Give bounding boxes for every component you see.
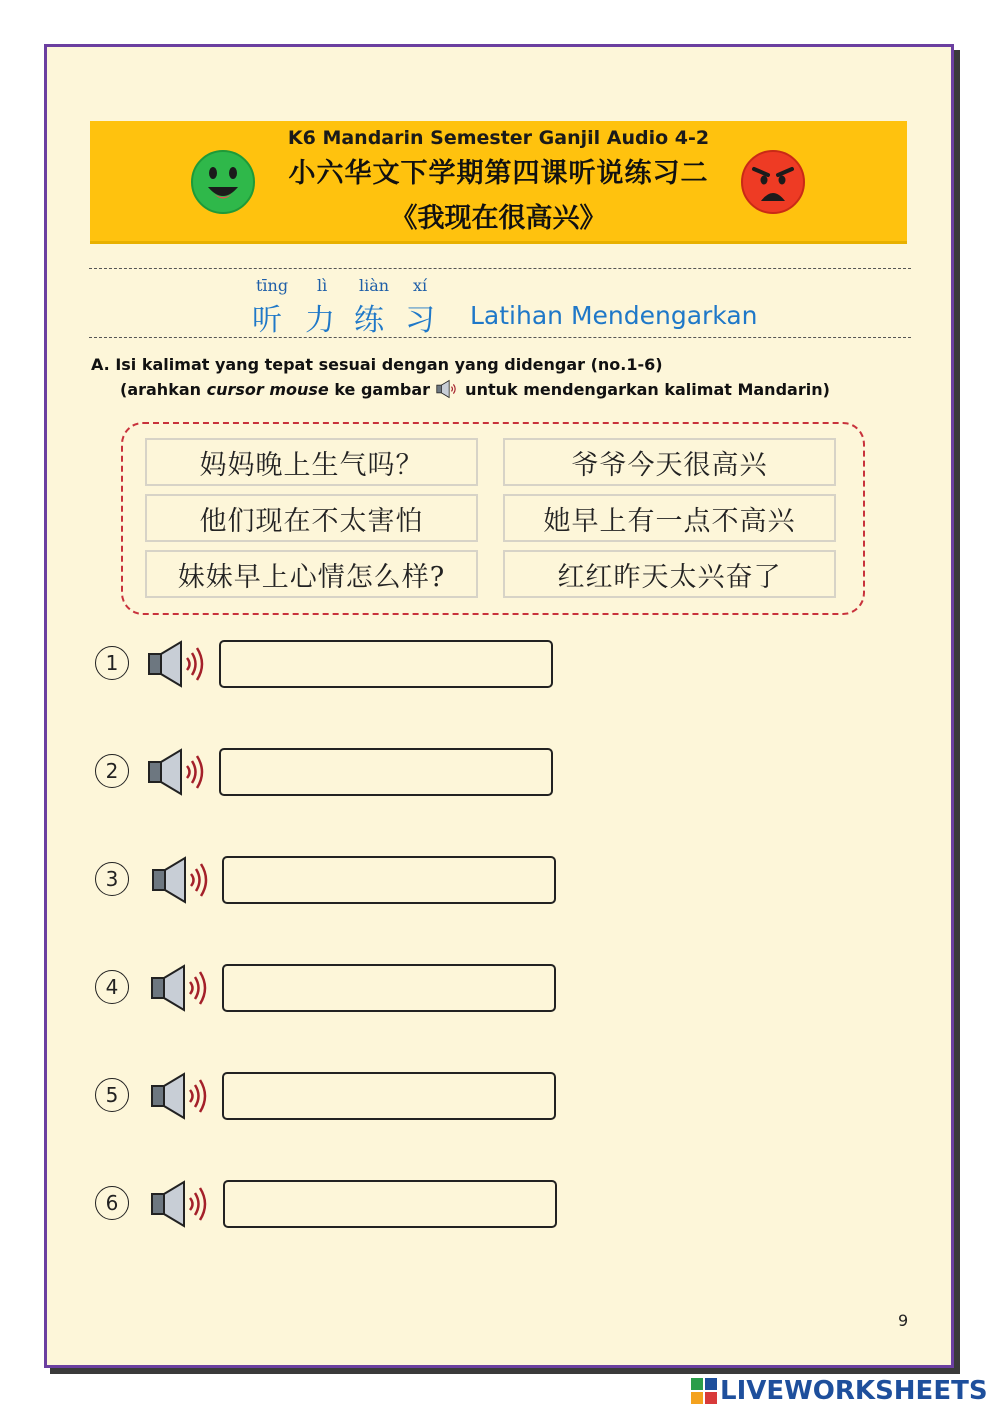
answer-field[interactable]: [222, 964, 556, 1012]
english-title: K6 Mandarin Semester Ganjil Audio 4-2: [287, 127, 710, 149]
speaker-icon[interactable]: [147, 748, 209, 796]
divider-bottom: [89, 337, 911, 338]
question-number: 1: [95, 646, 129, 680]
chinese-title: 小六华文下学期第四课听说练习二: [288, 158, 709, 189]
page-number: 9: [898, 1311, 909, 1330]
liveworksheets-logo-icon: [690, 1377, 718, 1405]
word-bank: [121, 422, 865, 615]
chinese-subtitle: 《我现在很高兴》: [390, 203, 607, 234]
section-title: Latihan Mendengarkan: [470, 301, 758, 330]
speaker-icon[interactable]: [151, 856, 213, 904]
speaker-icon[interactable]: [150, 964, 212, 1012]
answer-field[interactable]: [222, 856, 556, 904]
hanzi-1: 听: [252, 303, 282, 338]
question-number: 6: [95, 1186, 129, 1220]
hanzi-3: 练: [354, 303, 384, 338]
word-bank-item: 爷爷今天很高兴: [503, 438, 836, 486]
instruction-line-2: (arahkan cursor mouse ke gambar untuk mendengarkan kalimat Mandarin): [120, 380, 830, 399]
question-number: 2: [95, 754, 129, 788]
answer-field[interactable]: [222, 1072, 556, 1120]
answer-field[interactable]: [219, 748, 553, 796]
word-bank-item: 红红昨天太兴奋了: [503, 550, 836, 598]
hanzi-2: 力: [305, 303, 335, 338]
answer-field[interactable]: [219, 640, 553, 688]
question-number: 4: [95, 970, 129, 1004]
speaker-icon[interactable]: [147, 640, 209, 688]
word-bank-item: 她早上有一点不高兴: [503, 494, 836, 542]
title-banner: [90, 121, 907, 244]
answer-field[interactable]: [223, 1180, 557, 1228]
liveworksheets-brand[interactable]: [690, 1376, 988, 1406]
question-number: 5: [95, 1078, 129, 1112]
word-bank-item: 妹妹早上心情怎么样?: [145, 550, 478, 598]
pinyin-4: xí: [413, 276, 428, 295]
hanzi-4: 习: [405, 303, 435, 338]
word-bank-item: 他们现在不太害怕: [145, 494, 478, 542]
divider-top: [89, 268, 911, 269]
speaker-icon[interactable]: [150, 1072, 212, 1120]
word-bank-item: 妈妈晚上生气吗？: [145, 438, 478, 486]
pinyin-1: tīng: [256, 276, 289, 295]
speaker-icon-inline: [436, 379, 460, 399]
brand-text: LIVEWORKSHEETS: [720, 1376, 988, 1406]
speaker-icon[interactable]: [150, 1180, 212, 1228]
angry-face-icon: [740, 149, 806, 215]
pinyin-2: lì: [317, 276, 328, 295]
instruction-line-1: A. Isi kalimat yang tepat sesuai dengan yang didengar (no.1-6): [91, 355, 663, 374]
happy-face-icon: [190, 149, 256, 215]
pinyin-3: liàn: [359, 276, 390, 295]
question-number: 3: [95, 862, 129, 896]
